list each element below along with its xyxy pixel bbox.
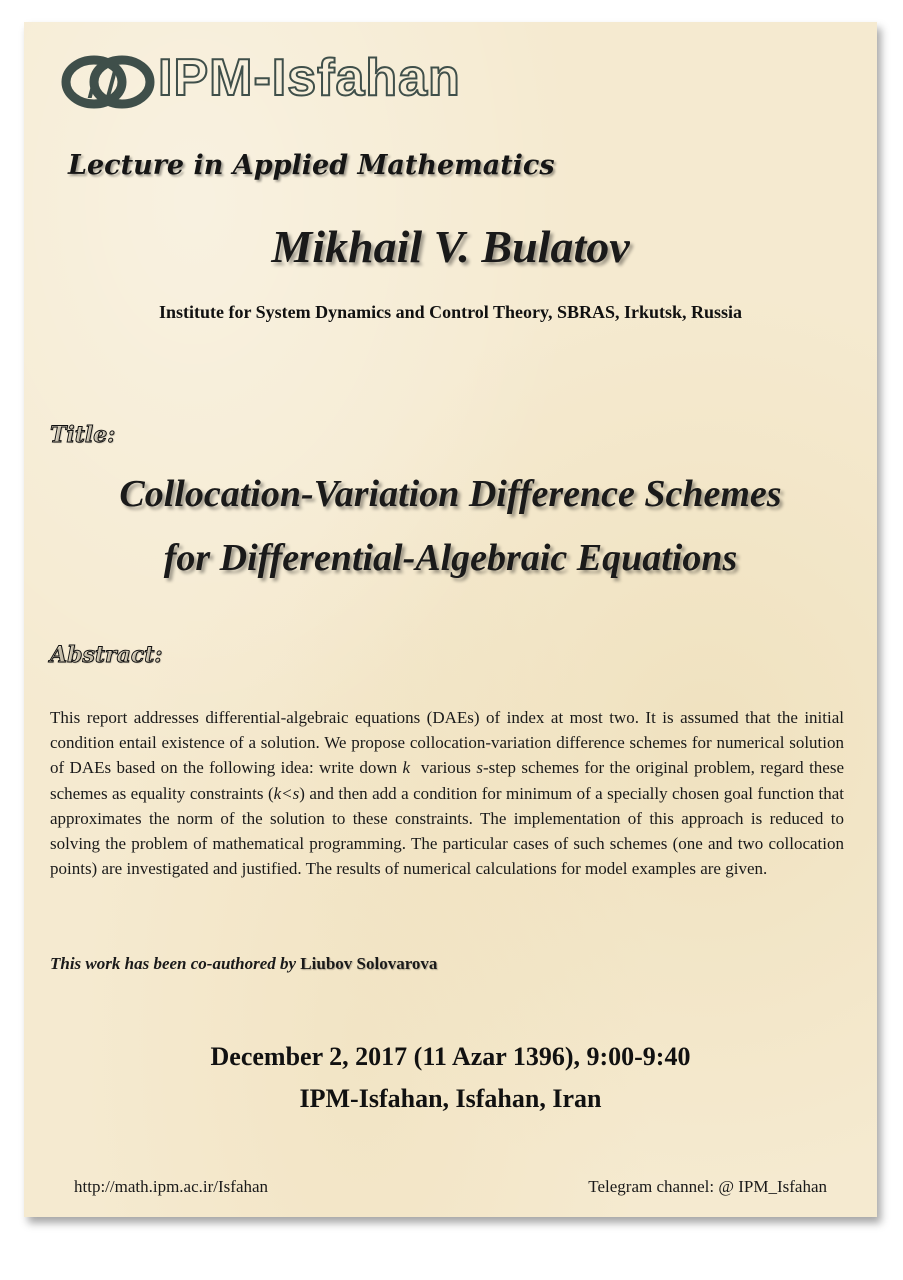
event-venue: IPM-Isfahan, Isfahan, Iran	[299, 1084, 602, 1113]
abstract-label: Abstract:	[50, 642, 163, 668]
talk-title-line-1: Collocation-Variation Difference Schemes	[119, 473, 782, 515]
abstract-part: ) and then add a condition for minimum of a specially chosen goal function that approximates the norm of the solution to these constraints. The implementation of this approach is reduced to solving the problem of mathematical programming. The particular cases of such schemes (one and two collocation points) are investigated and justified. The results of numerical calculations for model examples are given.	[50, 783, 845, 879]
abstract-part: -step schemes for the original problem, regard these schemes as equality constraints (	[50, 758, 845, 803]
coauthor-name: Liubov Solovarova	[300, 954, 438, 973]
coauthor-line	[50, 954, 437, 974]
coauthor-prefix: This work has been co-authored by	[50, 954, 301, 973]
logo	[60, 49, 500, 112]
website-url[interactable]: http://math.ipm.ac.ir/Isfahan	[74, 1177, 269, 1196]
abstract-text	[50, 705, 844, 881]
abstract-part: This report addresses differential-algebraic equations (DAEs) of index at most two. It is assumed that the initial condition entail existence of a solution. We propose collocation-variation difference schemes for numerical solution of DAEs based on the following idea: write down	[50, 708, 844, 778]
abstract-var-s: s	[476, 758, 483, 778]
abstract-var-kls: k<s	[273, 783, 300, 803]
lecture-series: Lecture in Applied Mathematics	[68, 150, 555, 181]
talk-title	[24, 462, 877, 590]
poster	[24, 22, 877, 1217]
talk-title-line-2: for Differential-Algebraic Equations	[163, 537, 738, 579]
title-label: Title:	[50, 422, 116, 448]
ipm-logo-icon	[60, 52, 156, 112]
logo-text: IPM-Isfahan	[158, 49, 461, 107]
speaker-name: Mikhail V. Bulatov	[271, 221, 630, 272]
telegram-channel[interactable]: Telegram channel: @ IPM_Isfahan	[588, 1177, 827, 1196]
event-date: December 2, 2017 (11 Azar 1396), 9:00-9:40	[210, 1042, 691, 1071]
abstract-var-k: k	[402, 758, 411, 778]
abstract-part: various	[410, 758, 477, 778]
speaker-affiliation: Institute for System Dynamics and Control Theory, SBRAS, Irkutsk, Russia	[158, 302, 743, 322]
